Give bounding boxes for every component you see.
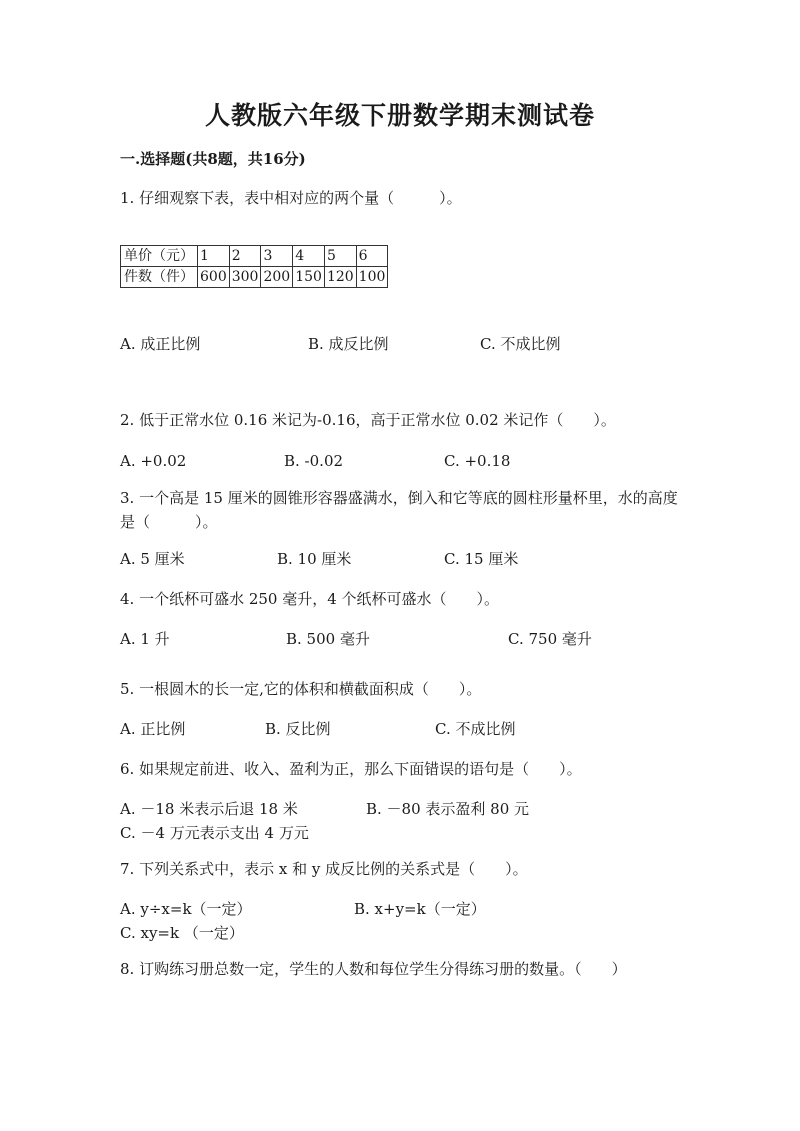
question-2: 2. 低于正常水位 0.16 米记为-0.16，高于正常水位 0.02 米记作（ ）。 [120, 411, 616, 429]
option-c[interactable]: C. 750 毫升 [508, 630, 592, 648]
table-row-label: 件数（件） [121, 267, 198, 288]
option-a[interactable]: A. 成正比例 [120, 335, 201, 353]
option-a[interactable]: A. －18 米表示后退 18 米 [120, 800, 298, 818]
page-title: 人教版六年级下册数学期末测试卷 [204, 101, 595, 130]
option-a[interactable]: A. +0.02 [120, 452, 187, 470]
option-c[interactable]: C. －4 万元表示支出 4 万元 [120, 824, 309, 842]
question-1: 1. 仔细观察下表，表中相对应的两个量（ ）。 [120, 189, 462, 207]
option-a[interactable]: A. 1 升 [120, 630, 170, 648]
table-cell: 200 [261, 267, 293, 288]
table-row-label: 单价（元） [121, 246, 198, 267]
table-cell: 150 [293, 267, 325, 288]
option-b[interactable]: B. 成反比例 [308, 335, 389, 353]
option-b[interactable]: B. x+y=k（一定） [354, 900, 486, 918]
option-a[interactable]: A. 5 厘米 [120, 550, 185, 568]
options-row [120, 797, 680, 845]
table-row [121, 267, 388, 288]
table-cell: 600 [198, 267, 230, 288]
section-heading: 一.选择题(共8题，共16分) [120, 150, 306, 168]
option-b[interactable]: B. 10 厘米 [277, 550, 352, 568]
option-c[interactable]: C. +0.18 [444, 452, 511, 470]
table-cell: 6 [356, 246, 388, 267]
question-7: 7. 下列关系式中，表示 x 和 y 成反比例的关系式是（ ）。 [120, 860, 528, 878]
table-cell: 120 [324, 267, 356, 288]
table-cell: 300 [229, 267, 261, 288]
question-5: 5. 一根圆木的长一定,它的体积和横截面积成（ ）。 [120, 680, 482, 698]
option-c[interactable]: C. xy=k （一定） [120, 924, 244, 942]
option-c[interactable]: C. 不成比例 [480, 335, 561, 353]
option-a[interactable]: A. 正比例 [120, 720, 186, 738]
option-a[interactable]: A. y÷x=k（一定） [120, 900, 252, 918]
question-4: 4. 一个纸杯可盛水 250 毫升，4 个纸杯可盛水（ ）。 [120, 590, 500, 608]
option-c[interactable]: C. 不成比例 [435, 720, 516, 738]
question-8: 8. 订购练习册总数一定，学生的人数和每位学生分得练习册的数量。（ ） [120, 960, 627, 978]
question-3: 3. 一个高是 15 厘米的圆锥形容器盛满水，倒入和它等底的圆柱形量杯里，水的高度是（ ）。 [120, 489, 678, 531]
options-row [120, 897, 680, 945]
table-cell: 1 [198, 246, 230, 267]
price-quantity-table [120, 245, 388, 288]
option-b[interactable]: B. －80 表示盈利 80 元 [366, 800, 530, 818]
table-row [121, 246, 388, 267]
table-cell: 100 [356, 267, 388, 288]
option-c[interactable]: C. 15 厘米 [444, 550, 519, 568]
question-6: 6. 如果规定前进、收入、盈利为正，那么下面错误的语句是（ ）。 [120, 760, 582, 778]
table-cell: 5 [324, 246, 356, 267]
table-cell: 2 [229, 246, 261, 267]
option-b[interactable]: B. 500 毫升 [286, 630, 370, 648]
option-b[interactable]: B. 反比例 [265, 720, 331, 738]
option-b[interactable]: B. -0.02 [284, 452, 344, 470]
table-cell: 4 [293, 246, 325, 267]
table-cell: 3 [261, 246, 293, 267]
